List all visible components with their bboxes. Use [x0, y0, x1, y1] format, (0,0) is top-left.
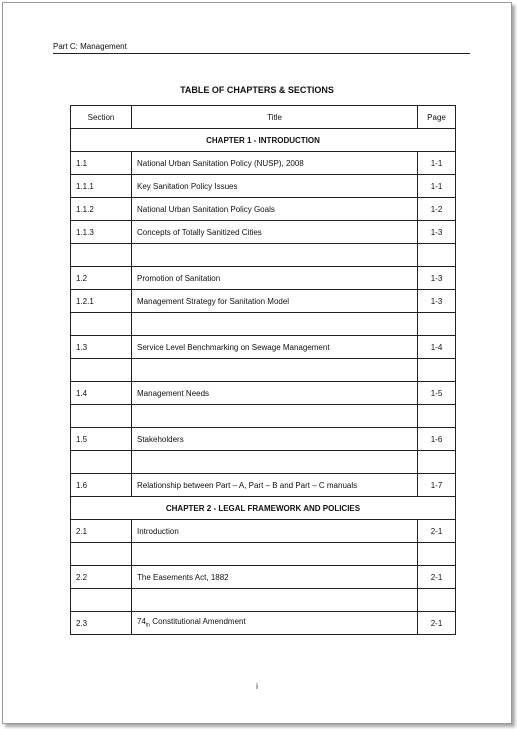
- section-title: Management Needs: [132, 382, 418, 405]
- blank-cell: [71, 589, 132, 612]
- toc-entry-row: [71, 566, 456, 589]
- section-title: Introduction: [132, 520, 418, 543]
- page-reference: 2-1: [418, 520, 456, 543]
- toc-entry-row: [71, 428, 456, 451]
- blank-row: [71, 451, 456, 474]
- section-title-main: 74: [137, 617, 146, 627]
- blank-cell: [418, 313, 456, 336]
- column-header-section: Section: [71, 106, 132, 129]
- chapter-heading: CHAPTER 2 - LEGAL FRAMEWORK AND POLICIES: [71, 497, 456, 520]
- blank-row: [71, 359, 456, 382]
- blank-cell: [71, 451, 132, 474]
- section-title: The Easements Act, 1882: [132, 566, 418, 589]
- section-title: Service Level Benchmarking on Sewage Management: [132, 336, 418, 359]
- page-reference: 1-3: [418, 267, 456, 290]
- section-title: National Urban Sanitation Policy Goals: [132, 198, 418, 221]
- toc-entry-row: [71, 612, 456, 635]
- blank-cell: [71, 313, 132, 336]
- blank-cell: [418, 451, 456, 474]
- toc-entry-row: [71, 267, 456, 290]
- toc-table: [70, 105, 456, 635]
- toc-entry-row: [71, 152, 456, 175]
- toc-entry-row: [71, 175, 456, 198]
- page-reference: 1-2: [418, 198, 456, 221]
- section-title-rest: Constitutional Amendment: [150, 617, 246, 627]
- page-reference: 1-7: [418, 474, 456, 497]
- blank-cell: [132, 244, 418, 267]
- blank-cell: [132, 543, 418, 566]
- page-reference: 1-1: [418, 152, 456, 175]
- blank-cell: [71, 244, 132, 267]
- column-header-page: Page: [418, 106, 456, 129]
- section-number: 1.1: [71, 152, 132, 175]
- blank-row: [71, 244, 456, 267]
- document-page: [2, 2, 512, 724]
- blank-row: [71, 543, 456, 566]
- toc-body: [71, 129, 456, 635]
- toc-entry-row: [71, 382, 456, 405]
- section-title: Promotion of Sanitation: [132, 267, 418, 290]
- section-number: 1.5: [71, 428, 132, 451]
- page-reference: 1-3: [418, 290, 456, 313]
- section-title: [132, 612, 418, 635]
- blank-cell: [418, 543, 456, 566]
- blank-row: [71, 405, 456, 428]
- chapter-row: [71, 497, 456, 520]
- page-reference: 1-6: [418, 428, 456, 451]
- blank-cell: [418, 359, 456, 382]
- section-number: 1.1.2: [71, 198, 132, 221]
- blank-cell: [418, 405, 456, 428]
- blank-cell: [132, 589, 418, 612]
- section-title: Management Strategy for Sanitation Model: [132, 290, 418, 313]
- section-title: Key Sanitation Policy Issues: [132, 175, 418, 198]
- section-title: Stakeholders: [132, 428, 418, 451]
- section-number: 1.2.1: [71, 290, 132, 313]
- section-number: 2.2: [71, 566, 132, 589]
- page-number: i: [256, 682, 258, 691]
- section-title: National Urban Sanitation Policy (NUSP), 2008: [132, 152, 418, 175]
- page-reference: 1-3: [418, 221, 456, 244]
- section-number: 2.3: [71, 612, 132, 635]
- chapter-heading: CHAPTER 1 - INTRODUCTION: [71, 129, 456, 152]
- toc-entry-row: [71, 474, 456, 497]
- blank-cell: [71, 405, 132, 428]
- column-header-title: Title: [132, 106, 418, 129]
- blank-cell: [71, 543, 132, 566]
- blank-cell: [418, 589, 456, 612]
- page-reference: 1-4: [418, 336, 456, 359]
- section-title: Relationship between Part – A, Part – B and Part – C manuals: [132, 474, 418, 497]
- section-number: 1.1.3: [71, 221, 132, 244]
- blank-cell: [71, 359, 132, 382]
- blank-cell: [132, 313, 418, 336]
- section-number: 1.1.1: [71, 175, 132, 198]
- toc-title: TABLE OF CHAPTERS & SECTIONS: [180, 85, 334, 95]
- blank-row: [71, 313, 456, 336]
- section-number: 1.6: [71, 474, 132, 497]
- toc-entry-row: [71, 520, 456, 543]
- section-title-suffix: th: [145, 622, 151, 629]
- toc-header-row: [71, 106, 456, 129]
- toc-entry-row: [71, 336, 456, 359]
- header-rule: [53, 53, 470, 54]
- section-number: 1.4: [71, 382, 132, 405]
- running-header: Part C: Management: [53, 42, 127, 51]
- chapter-row: [71, 129, 456, 152]
- toc-entry-row: [71, 198, 456, 221]
- section-number: 1.3: [71, 336, 132, 359]
- section-title: Concepts of Totally Sanitized Cities: [132, 221, 418, 244]
- section-number: 2.1: [71, 520, 132, 543]
- page-reference: 1-1: [418, 175, 456, 198]
- blank-cell: [132, 359, 418, 382]
- section-number: 1.2: [71, 267, 132, 290]
- page-reference: 2-1: [418, 566, 456, 589]
- page-reference: 1-5: [418, 382, 456, 405]
- blank-cell: [132, 405, 418, 428]
- blank-cell: [418, 244, 456, 267]
- page-reference: 2-1: [418, 612, 456, 635]
- blank-row: [71, 589, 456, 612]
- toc-entry-row: [71, 290, 456, 313]
- blank-cell: [132, 451, 418, 474]
- toc-entry-row: [71, 221, 456, 244]
